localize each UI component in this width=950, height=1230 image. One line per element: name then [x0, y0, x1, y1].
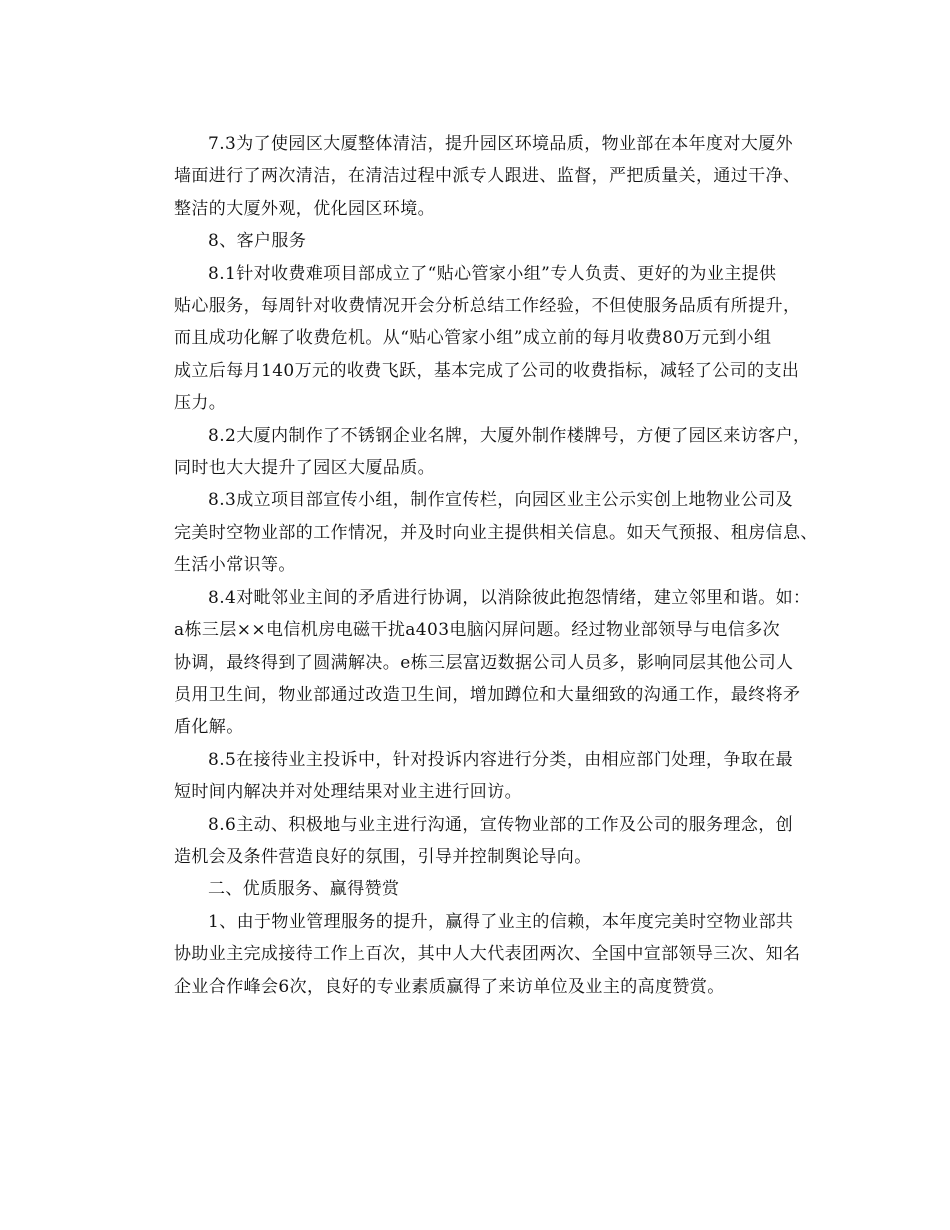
- text-line: 企业合作峰会6次，良好的专业素质赢得了来访单位及业主的高度赞赏。: [174, 976, 725, 997]
- paragraph-8-3: [140, 484, 820, 581]
- paragraph-8-4: [140, 582, 820, 744]
- text-line: 8.5在接待业主投诉中，针对投诉内容进行分类，由相应部门处理，争取在最: [208, 749, 794, 770]
- text-line: 完美时空物业部的工作情况，并及时向业主提供相关信息。如天气预报、租房信息、: [174, 522, 818, 543]
- text-line: 成立后每月140万元的收费飞跃，基本完成了公司的收费指标，减轻了公司的支出: [174, 360, 800, 381]
- text-line: 墙面进行了两次清洁，在清洁过程中派专人跟进、监督，严把质量关，通过干净、: [174, 166, 801, 187]
- text-line: 8.4对毗邻业主间的矛盾进行协调，以消除彼此抱怨情绪，建立邻里和谐。如：: [208, 587, 811, 608]
- paragraph-7-3: [140, 128, 820, 225]
- text-line: 贴心服务，每周针对收费情况开会分析总结工作经验，不但使服务品质有所提升，: [174, 296, 801, 317]
- text-line: 二、优质服务、赢得赞赏: [208, 879, 400, 900]
- text-line: 8.1针对收费难项目部成立了“贴心管家小组”专人负责、更好的为业主提供: [208, 263, 777, 284]
- text-line: 8.6主动、积极地与业主进行沟通，宣传物业部的工作及公司的服务理念，创: [208, 814, 794, 835]
- text-line: 1、由于物业管理服务的提升，赢得了业主的信赖，本年度完美时空物业部共: [208, 911, 794, 932]
- text-line: 8.2大厦内制作了不锈钢企业名牌，大厦外制作楼牌号，方便了园区来访客户，: [208, 425, 811, 446]
- text-line: 同时也大大提升了园区大厦品质。: [174, 458, 435, 479]
- text-line: 短时间内解决并对处理结果对业主进行回访。: [174, 782, 522, 803]
- text-line: 压力。: [174, 393, 227, 414]
- text-line: 造机会及条件营造良好的氛围，引导并控制舆论导向。: [174, 846, 592, 867]
- section-heading-quality-service: [140, 873, 820, 905]
- text-line: 8、客户服务: [208, 231, 307, 252]
- text-line: a栋三层××电信机房电磁干扰a403电脑闪屏问题。经过物业部领导与电信多次: [174, 620, 781, 641]
- text-line: 生活小常识等。: [174, 555, 296, 576]
- text-line: 员用卫生间，物业部通过改造卫生间，增加蹲位和大量细致的沟通工作，最终将矛: [174, 684, 801, 705]
- paragraph-2-1: [140, 906, 820, 1003]
- paragraph-8-2: [140, 420, 820, 485]
- text-line: 8.3成立项目部宣传小组，制作宣传栏，向园区业主公示实创上地物业公司及: [208, 490, 794, 511]
- text-line: 协调，最终得到了圆满解决。e栋三层富迈数据公司人员多，影响同层其他公司人: [174, 652, 794, 673]
- paragraph-8-5: [140, 744, 820, 809]
- text-line: 7.3为了使园区大厦整体清洁，提升园区环境品质，物业部在本年度对大厦外: [208, 134, 794, 154]
- paragraph-8-6: [140, 809, 820, 874]
- text-line: 而且成功化解了收费危机。从“贴心管家小组”成立前的每月收费80万元到小组: [174, 328, 772, 349]
- text-line: 协助业主完成接待工作上百次，其中人大代表团两次、全国中宣部领导三次、知名: [174, 944, 801, 965]
- paragraph-8-1: [140, 258, 820, 420]
- text-line: 整洁的大厦外观，优化园区环境。: [174, 198, 435, 219]
- document-page: [140, 128, 820, 1003]
- section-heading-customer-service: [140, 225, 820, 257]
- text-line: 盾化解。: [174, 717, 244, 738]
